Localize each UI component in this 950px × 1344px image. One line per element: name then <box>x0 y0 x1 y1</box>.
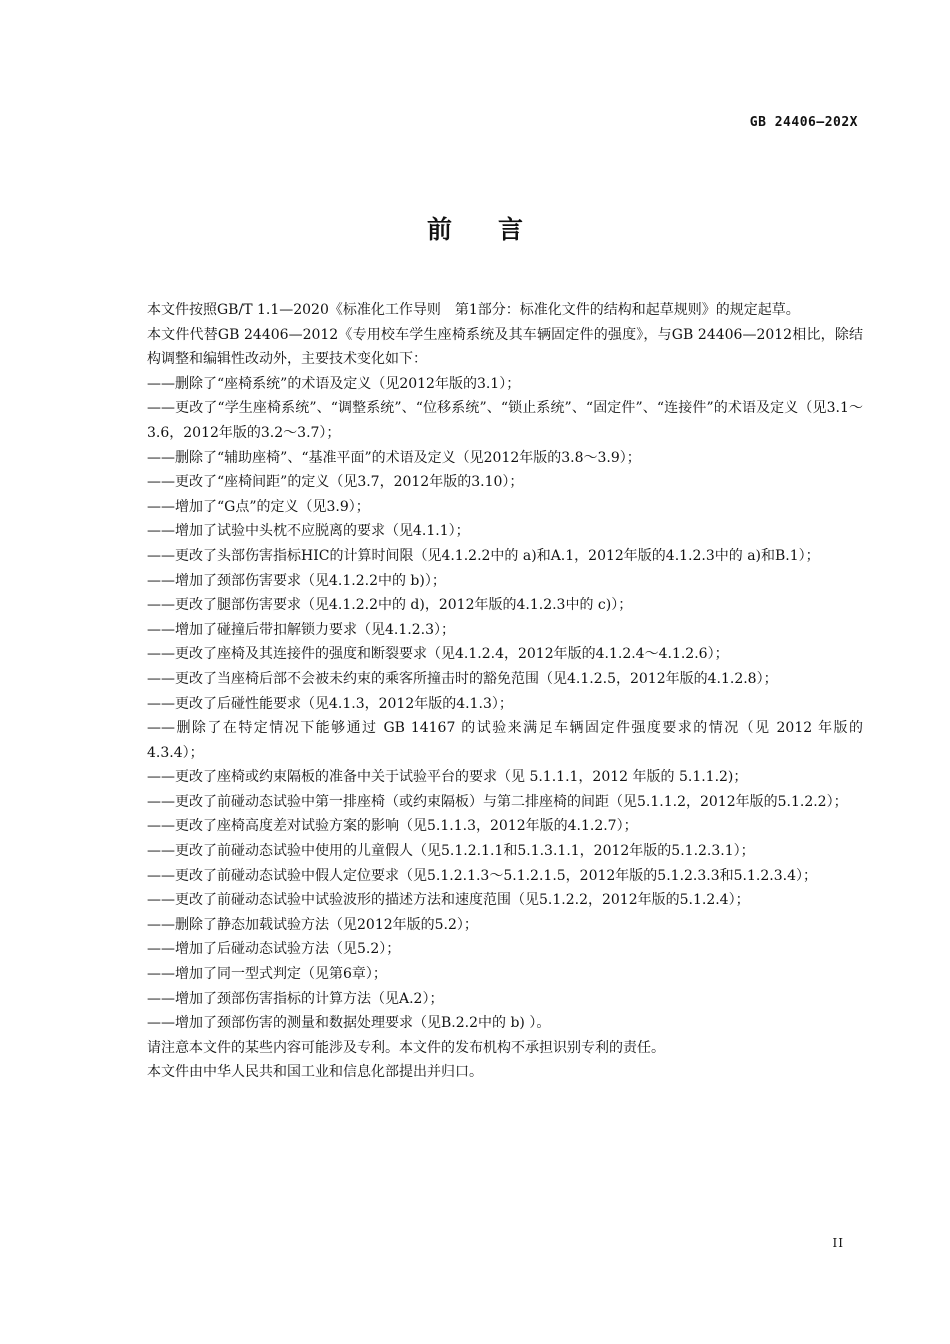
list-item: ——增加了试验中头枕不应脱离的要求（见4.1.1）； <box>147 523 470 540</box>
intro-paragraph-drafting-rule <box>147 298 863 323</box>
list-item: ——更改了“座椅间距”的定义（见3.7，2012年版的3.10）； <box>147 474 524 491</box>
list-item: ——增加了后碰动态试验方法（见5.2）； <box>147 941 401 958</box>
list-item: ——增加了颈部伤害的测量和数据处理要求（见B.2.2中的 b) ）。 <box>147 1015 551 1032</box>
list-item: ——更改了前碰动态试验中假人定位要求（见5.1.2.1.3～5.1.2.1.5，2012年版的5.1.2.3.3和5.1.2.3.4）； <box>147 867 817 884</box>
list-item: ——更改了头部伤害指标HIC的计算时间限（见4.1.2.2中的 a)和A.1，2012年版的4.1.2.3中的 a)和B.1）； <box>147 547 820 564</box>
list-item: ——增加了颈部伤害指标的计算方法（见A.2）； <box>147 990 444 1007</box>
intro-paragraph-replacement <box>147 323 863 372</box>
list-item: ——更改了腿部伤害要求（见4.1.2.2中的 d)，2012年版的4.1.2.3中的 c)）； <box>147 597 633 614</box>
list-item: ——删除了在特定情况下能够通过 GB 14167 的试验来满足车辆固定件强度要求的情况（见 2012 年版的 4.3.4）； <box>147 720 863 761</box>
changes-list <box>147 372 863 1036</box>
foreword-body <box>147 298 863 1085</box>
page-title: 前言 <box>426 215 569 244</box>
list-item: ——增加了碰撞后带扣解锁力要求（见4.1.2.3）； <box>147 621 455 638</box>
page-number: II <box>832 1236 844 1250</box>
list-item: ——更改了座椅及其连接件的强度和断裂要求（见4.1.2.4，2012年版的4.1.2.4～4.1.2.6）； <box>147 646 729 663</box>
proposer-statement: 本文件由中华人民共和国工业和信息化部提出并归口。 <box>147 1064 483 1081</box>
list-item: ——增加了同一型式判定（见第6章）； <box>147 966 387 983</box>
list-item: ——更改了前碰动态试验中第一排座椅（或约束隔板）与第二排座椅的间距（见5.1.1.2，2012年版的5.1.2.2）； <box>147 793 848 810</box>
list-item: ——更改了“学生座椅系统”、“调整系统”、“位移系统”、“锁止系统”、“固定件”、“连接件”的术语及定义（见3.1～3.6，2012年版的3.2～3.7）； <box>147 400 863 441</box>
document-code: GB 24406—202X <box>749 115 858 130</box>
patent-notice: 请注意本文件的某些内容可能涉及专利。本文件的发布机构不承担识别专利的责任。 <box>147 1039 665 1056</box>
list-item: ——删除了“座椅系统”的术语及定义（见2012年版的3.1）； <box>147 375 521 392</box>
list-item: ——更改了座椅或约束隔板的准备中关于试验平台的要求（见 5.1.1.1，2012 年版的 5.1.1.2)； <box>147 769 748 786</box>
list-item: ——增加了“G点”的定义（见3.9）； <box>147 498 370 515</box>
list-item: ——更改了当座椅后部不会被未约束的乘客所撞击时的豁免范围（见4.1.2.5，2012年版的4.1.2.8）； <box>147 670 778 687</box>
intro-text-2: 本文件代替GB 24406—2012《专用校车学生座椅系统及其车辆固定件的强度》，与GB 24406—2012相比，除结构调整和编辑性改动外，主要技术变化如下： <box>147 326 863 368</box>
list-item: ——删除了静态加载试验方法（见2012年版的5.2）； <box>147 916 478 933</box>
list-item: ——更改了后碰性能要求（见4.1.3，2012年版的4.1.3）； <box>147 695 513 712</box>
list-item: ——更改了前碰动态试验中使用的儿童假人（见5.1.2.1.1和5.1.3.1.1，2012年版的5.1.2.3.1）； <box>147 843 755 860</box>
list-item: ——更改了座椅高度差对试验方案的影响（见5.1.1.3，2012年版的4.1.2.7）； <box>147 818 638 835</box>
list-item: ——删除了“辅助座椅”、“基准平面”的术语及定义（见2012年版的3.8～3.9）； <box>147 449 641 466</box>
list-item: ——更改了前碰动态试验中试验波形的描述方法和速度范围（见5.1.2.2，2012年版的5.1.2.4）； <box>147 892 750 909</box>
intro-text-1: 本文件按照GB/T 1.1—2020《标准化工作导则 第1部分：标准化文件的结构和起草规则》的规定起草。 <box>147 302 800 318</box>
list-item: ——增加了颈部伤害要求（见4.1.2.2中的 b)）； <box>147 572 446 589</box>
